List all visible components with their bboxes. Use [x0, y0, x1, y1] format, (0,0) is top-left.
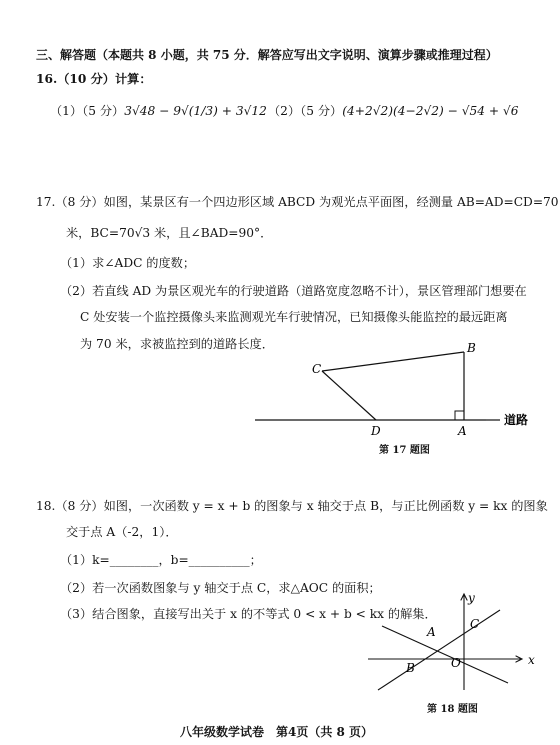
right-angle-mark [455, 411, 464, 420]
label-b: B [406, 661, 415, 675]
q17-figure [250, 340, 540, 440]
q16-part1-expr: 3√48 − 9√(1/3) + 3√12 [124, 104, 267, 118]
label-o: O [451, 656, 461, 670]
label-b: B [467, 341, 476, 355]
line-y-x-plus-b [378, 610, 500, 690]
label-a: A [427, 625, 436, 639]
q18-caption: 第 18 题图 [427, 704, 478, 715]
q16-part2-expr: (4+2√2)(4−2√2) − √54 + √6 [342, 104, 519, 118]
q17-caption: 第 17 题图 [379, 445, 430, 456]
q16-part2 [268, 103, 518, 119]
q17-sub1: （1）求∠ADC 的度数； [60, 256, 196, 270]
q18-sub1: （1）k=________，b=__________； [60, 553, 262, 567]
q16-title: 16.（10 分）计算： [36, 72, 152, 86]
q18-line2: 交于点 A（-2，1）． [66, 525, 178, 539]
label-a: A [458, 424, 467, 438]
q17-sub2-line1: （2）若直线 AD 为景区观光车的行驶道路（道路宽度忽略不计），景区管理部门想要在 [60, 284, 527, 298]
q17-line2: 米，BC=70√3 米，且∠BAD=90°． [66, 226, 273, 240]
q17-sub2-line3: 为 70 米，求被监控到的道路长度． [80, 337, 274, 351]
q16-part2-label: （2）（5 分） [268, 104, 343, 118]
segment-cb [322, 352, 464, 371]
q17-line1: 17.（8 分）如图，某景区有一个四边形区域 ABCD 为观光点平面图，经测量 AB=AD=CD=70 [36, 195, 559, 209]
q18-sub2: （2）若一次函数图象与 y 轴交于点 C，求△AOC 的面积； [60, 581, 381, 595]
label-d: D [371, 424, 381, 438]
page-footer: 八年级数学试卷 第4页（共 8 页） [180, 725, 374, 739]
q18-line1: 18.（8 分）如图，一次函数 y = x + b 的图象与 x 轴交于点 B，与正比例函数 y = kx 的图象 [36, 499, 548, 513]
q16-part1 [50, 103, 267, 119]
axis-label-y: y [468, 591, 475, 605]
q18-sub3: （3）结合图象，直接写出关于 x 的不等式 0 < x + b < kx 的解集． [60, 607, 437, 621]
label-c: C [312, 362, 322, 376]
axis-label-x: x [528, 653, 535, 667]
q18-figure [360, 590, 540, 700]
section-header: 三、解答题（本题共 8 小题，共 75 分．解答应写出文字说明、演算步骤或推理过程） [36, 48, 498, 62]
segment-cd [322, 371, 376, 420]
q16-part1-label: （1）（5 分） [50, 104, 125, 118]
q17-sub2-line2: C 处安装一个监控摄像头来监测观光车行驶情况，已知摄像头能监控的最远距离 [80, 310, 508, 324]
label-c: C [470, 617, 480, 631]
road-label: 道路 [504, 413, 529, 427]
